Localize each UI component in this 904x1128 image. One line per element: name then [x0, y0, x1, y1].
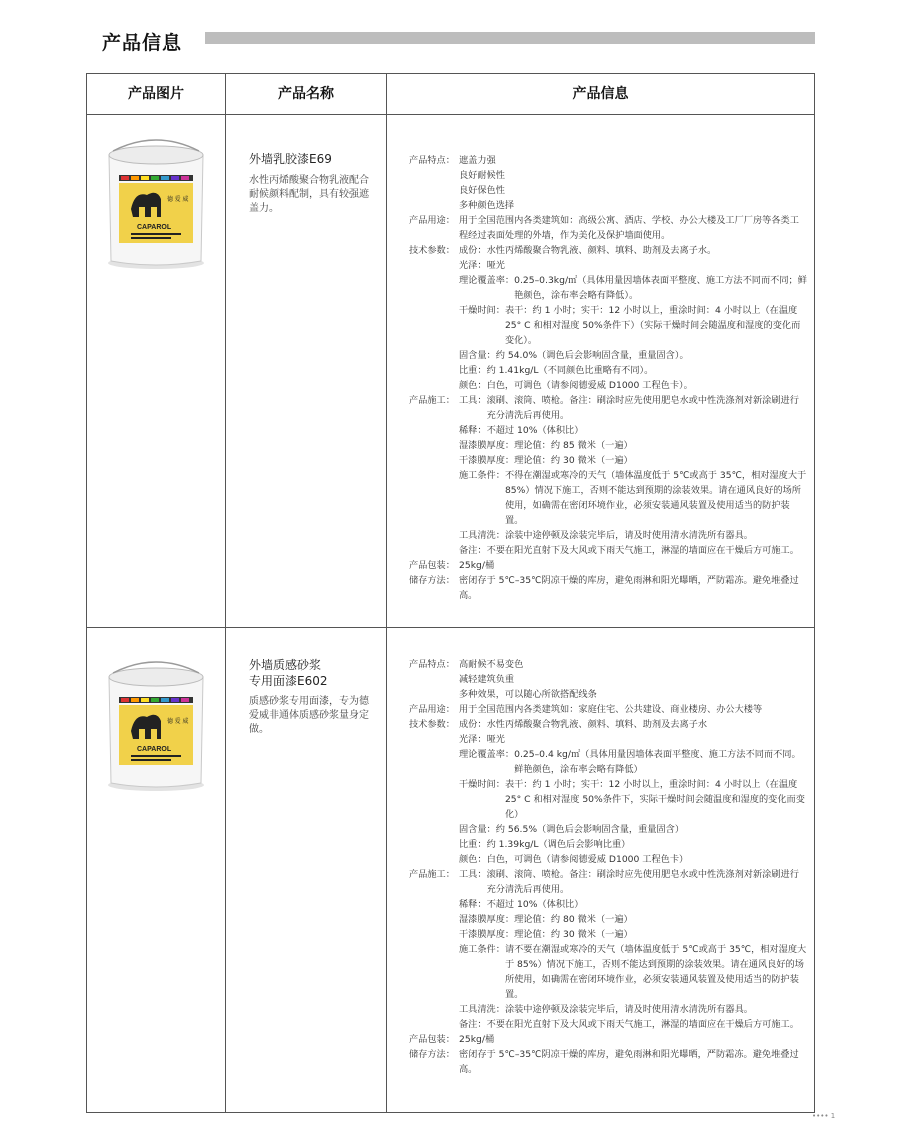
- info-sub-line: [459, 732, 807, 747]
- info-sub-label: 湿漆膜厚度：: [459, 440, 515, 451]
- info-section: [409, 702, 807, 717]
- product-name-e602: 外墙质感砂浆 专用面漆E602: [249, 658, 328, 688]
- info-sub-line: [459, 543, 807, 558]
- info-sub-line: [459, 393, 807, 423]
- info-sub-line: [459, 717, 807, 732]
- info-line: 高耐候不易变色: [459, 659, 524, 670]
- info-line: 遮盖力强: [459, 155, 496, 166]
- info-line: 25kg/桶: [459, 560, 495, 571]
- info-sub-line: [459, 1002, 807, 1017]
- info-sub-value: 不要在阳光直射下及大风或下雨天气施工，淋湿的墙面应在干燥后方可施工。: [486, 545, 799, 556]
- info-sub-line: [459, 912, 807, 927]
- info-sub-line: [459, 243, 807, 258]
- info-line: 25kg/桶: [459, 1034, 495, 1045]
- info-sub-value: 水性丙烯酸聚合物乳液、颜料、填料、助剂及去离子水。: [486, 245, 717, 256]
- info-sub-label: 比重：: [459, 365, 487, 376]
- row-divider: [87, 627, 814, 628]
- info-sub-value: 请不要在潮湿或寒冷的天气（墙体温度低于 5℃或高于 35℃，相对湿度大于 85%）情况下施工，否则不能达到预期的涂装效果。请在通风良好的场所使用，如确需在密闭环境作业，必须安装通风装置及使用适当的防护装置。: [504, 944, 807, 1000]
- info-sub-label: 光泽：: [459, 734, 487, 745]
- product-image-e602: [101, 661, 211, 797]
- info-line: 用于全国范围内各类建筑如：家庭住宅、公共建设、商业楼房、办公大楼等: [459, 704, 763, 715]
- info-sub-label: 理论覆盖率：: [459, 275, 515, 286]
- info-section: [409, 213, 807, 243]
- info-sub-label: 备注：: [459, 545, 487, 556]
- info-section-label: 产品用途：: [409, 704, 455, 715]
- page-title: 产品信息: [102, 32, 183, 54]
- info-sub-line: [459, 528, 807, 543]
- info-sub-value: 白色，可调色（请参阅德爱威 D1000 工程色卡）: [486, 854, 689, 865]
- info-line: 良好保色性: [459, 185, 505, 196]
- info-sub-label: 备注：: [459, 1019, 487, 1030]
- info-section-label: 产品包装：: [409, 1034, 455, 1045]
- info-line: 用于全国范围内各类建筑如：高级公寓、酒店、学校、办公大楼及工厂厂房等各类工程经过表面处理的外墙，作为美化及保护墙面使用。: [459, 215, 799, 241]
- product-info-e69: [409, 153, 807, 603]
- info-sub-line: [459, 867, 807, 897]
- info-sub-value: 涂装中途停顿及涂装完毕后，请及时使用清水清洗所有器具。: [504, 530, 753, 541]
- info-sub-value: 表干：约 1 小时；实干：12 小时以上，重涂时间：4 小时以上（在温度 25° C 和相对湿度 50%条件下，实际干燥时间会随温度和湿度的变化而变化）: [504, 779, 805, 820]
- info-sub-value: 理论值：约 85 微米（一遍）: [514, 440, 633, 451]
- info-line: 多种效果，可以随心所欲搭配线条: [459, 689, 597, 700]
- info-section: [409, 243, 807, 393]
- paint-can-icon: [101, 661, 211, 793]
- info-sub-line: [459, 837, 807, 852]
- info-section: [409, 717, 807, 867]
- info-sub-value: 滚刷、滚筒、喷枪。备注：刷涂时应先使用肥皂水或中性洗涤剂对新涂刷进行充分清洗后再使用。: [486, 395, 799, 421]
- info-section: [409, 657, 807, 702]
- header-image: 产品图片: [128, 86, 184, 102]
- info-section: [409, 153, 807, 213]
- info-section: [409, 573, 807, 603]
- product-name-e69: 外墙乳胶漆E69: [249, 152, 332, 166]
- info-section-label: 储存方法：: [409, 1049, 455, 1060]
- info-sub-label: 成份：: [459, 245, 487, 256]
- info-line: 密闭存于 5℃–35℃阴凉干燥的库房，避免雨淋和阳光曝晒，严防霜冻。避免堆叠过高。: [459, 1049, 799, 1075]
- info-sub-label: 干漆膜厚度：: [459, 929, 515, 940]
- info-sub-line: [459, 747, 807, 777]
- info-sub-value: 涂装中途停顿及涂装完毕后，请及时使用清水清洗所有器具。: [504, 1004, 753, 1015]
- info-sub-line: [459, 897, 807, 912]
- svg-text:CAPAROL: CAPAROL: [137, 224, 172, 231]
- info-sub-line: [459, 1017, 807, 1032]
- info-section-label: 技术参数：: [409, 719, 455, 730]
- info-sub-value: 水性丙烯酸聚合物乳液、颜料、填料、助剂及去离子水: [486, 719, 708, 730]
- info-sub-value: 表干：约 1 小时；实干：12 小时以上，重涂时间：4 小时以上（在温度 25° C 和相对湿度 50%条件下）（实际干燥时间会随温度和湿度的变化而变化）。: [504, 305, 801, 346]
- info-sub-label: 稀释：: [459, 899, 487, 910]
- header-info: 产品信息: [572, 86, 629, 102]
- info-sub-value: 约 1.39kg/L（调色后会影响比重）: [486, 839, 631, 850]
- svg-text:德 爱 威: 德 爱 威: [167, 197, 189, 203]
- info-sub-label: 工具清洗：: [459, 1004, 505, 1015]
- corner-mark: •••• 1: [812, 1112, 836, 1120]
- info-sub-value: 不超过 10%（体积比）: [486, 425, 584, 436]
- info-sub-label: 干燥时间：: [459, 305, 505, 316]
- info-section-label: 产品特点：: [409, 155, 455, 166]
- info-section: [409, 393, 807, 558]
- info-sub-line: [459, 423, 807, 438]
- info-sub-label: 工具：: [459, 395, 487, 406]
- info-sub-value: 哑光: [486, 260, 505, 271]
- info-sub-value: 理论值：约 30 微米（一遍）: [514, 455, 633, 466]
- info-sub-label: 固含量：: [459, 350, 496, 361]
- paint-can-icon: [101, 139, 211, 271]
- column-divider: [225, 74, 226, 1112]
- info-sub-line: [459, 468, 807, 528]
- product-table: [86, 73, 815, 1113]
- product-image-e69: [101, 139, 211, 275]
- info-section-label: 储存方法：: [409, 575, 455, 586]
- info-sub-line: [459, 363, 807, 378]
- info-sub-label: 颜色：: [459, 380, 487, 391]
- info-sub-value: 不超过 10%（体积比）: [486, 899, 584, 910]
- product-info-e602: [409, 657, 807, 1077]
- info-sub-label: 光泽：: [459, 260, 487, 271]
- info-sub-value: 哑光: [486, 734, 505, 745]
- info-section: [409, 558, 807, 573]
- info-sub-value: 约 1.41kg/L（不同颜色比重略有不同）。: [486, 365, 654, 376]
- info-sub-label: 湿漆膜厚度：: [459, 914, 515, 925]
- info-sub-label: 稀释：: [459, 425, 487, 436]
- info-sub-label: 成份：: [459, 719, 487, 730]
- info-section: [409, 1047, 807, 1077]
- info-sub-label: 工具：: [459, 869, 487, 880]
- info-sub-label: 干漆膜厚度：: [459, 455, 515, 466]
- info-section-label: 产品施工：: [409, 395, 455, 406]
- product-description-e69: 水性丙烯酸聚合物乳液配合耐候颜料配制，具有较强遮盖力。: [249, 175, 369, 214]
- info-sub-value: 理论值：约 30 微米（一遍）: [514, 929, 633, 940]
- info-sub-value: 理论值：约 80 微米（一遍）: [514, 914, 633, 925]
- info-section: [409, 1032, 807, 1047]
- info-sub-label: 比重：: [459, 839, 487, 850]
- svg-text:CAPAROL: CAPAROL: [137, 746, 172, 753]
- info-sub-line: [459, 273, 807, 303]
- info-section-label: 产品包装：: [409, 560, 455, 571]
- info-sub-line: [459, 378, 807, 393]
- info-sub-label: 固含量：: [459, 824, 496, 835]
- info-sub-label: 颜色：: [459, 854, 487, 865]
- info-line: 密闭存于 5℃–35℃阴凉干燥的库房，避免雨淋和阳光曝晒，严防霜冻。避免堆叠过高。: [459, 575, 799, 601]
- title-bar: [205, 32, 815, 44]
- info-sub-line: [459, 927, 807, 942]
- info-sub-line: [459, 438, 807, 453]
- info-sub-line: [459, 777, 807, 822]
- info-line: 良好耐候性: [459, 170, 505, 181]
- info-sub-label: 施工条件：: [459, 944, 505, 955]
- info-sub-line: [459, 453, 807, 468]
- info-section: [409, 867, 807, 1032]
- info-section-label: 产品特点：: [409, 659, 455, 670]
- info-sub-line: [459, 822, 807, 837]
- info-sub-line: [459, 303, 807, 348]
- info-sub-line: [459, 258, 807, 273]
- info-line: 减轻建筑负重: [459, 674, 515, 685]
- column-divider: [386, 74, 387, 1112]
- info-section-label: 技术参数：: [409, 245, 455, 256]
- svg-text:德 爱 威: 德 爱 威: [167, 719, 189, 725]
- info-sub-value: 0.25–0.4 kg/㎡（具体用量因墙体表面平整度、施工方法不同而不同。鲜艳颜色，涂布率会略有降低）: [514, 749, 801, 775]
- info-sub-line: [459, 942, 807, 1002]
- info-section-label: 产品用途：: [409, 215, 455, 226]
- header-name: 产品名称: [278, 86, 334, 102]
- product-description-e602: 质感砂浆专用面漆，专为德爱威非通体质感砂浆量身定做。: [249, 696, 369, 735]
- info-sub-line: [459, 852, 807, 867]
- info-line: 多种颜色选择: [459, 200, 515, 211]
- info-sub-value: 0.25–0.3kg/㎡（具体用量因墙体表面平整度、施工方法不同而不同；鲜艳颜色，涂布率会略有降低）。: [514, 275, 807, 301]
- info-sub-value: 滚刷、滚筒、喷枪。备注：刷涂时应先使用肥皂水或中性洗涤剂对新涂刷进行充分清洗后再使用。: [486, 869, 799, 895]
- info-sub-label: 干燥时间：: [459, 779, 505, 790]
- info-sub-label: 施工条件：: [459, 470, 505, 481]
- header-divider: [87, 114, 814, 115]
- info-sub-value: 约 54.0%（调色后会影响固含量，重量固含）。: [495, 350, 689, 361]
- info-sub-value: 约 56.5%（调色后会影响固含量，重量固含）: [495, 824, 685, 835]
- info-sub-label: 工具清洗：: [459, 530, 505, 541]
- info-section-label: 产品施工：: [409, 869, 455, 880]
- info-sub-value: 不要在阳光直射下及大风或下雨天气施工，淋湿的墙面应在干燥后方可施工。: [486, 1019, 799, 1030]
- info-sub-value: 不得在潮湿或寒冷的天气（墙体温度低于 5℃或高于 35℃，相对湿度大于 85%）情况下施工，否则不能达到预期的涂装效果。请在通风良好的场所使用，如确需在密闭环境作业，必须安装通风装置及使用适当的防护装置。: [504, 470, 807, 526]
- info-sub-line: [459, 348, 807, 363]
- info-sub-label: 理论覆盖率：: [459, 749, 515, 760]
- info-sub-value: 白色，可调色（请参阅德爱威 D1000 工程色卡）。: [486, 380, 693, 391]
